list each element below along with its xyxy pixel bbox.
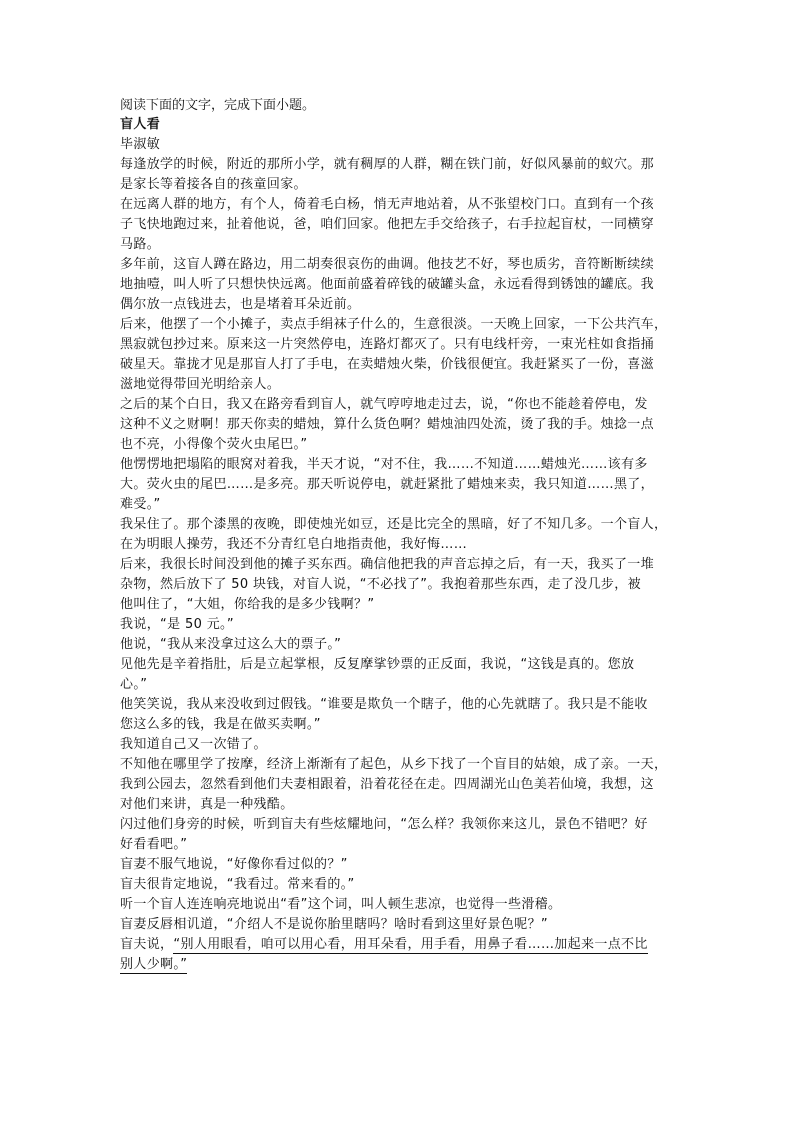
underlined-quote: “别人用眼看，咱可以用心看，用耳朵看，用手看，用鼻子看……加起来一点不比 bbox=[173, 937, 648, 952]
article-line: 他说，“我从来没拿过这么大的票子。” bbox=[120, 637, 342, 652]
last-line-prefix: 盲夫说， bbox=[120, 937, 174, 952]
article-line: 不知他在哪里学了按摩，经济上渐渐有了起色，从乡下找了一个盲目的姑娘，成了亲。一天， bbox=[120, 757, 668, 772]
article-line: 闪过他们身旁的时候，听到盲夫有些炫耀地问，“怎么样？我领你来这儿，景色不错吧？好 bbox=[120, 817, 648, 832]
underlined-quote-end: 别人少啊。” bbox=[120, 957, 188, 972]
question-intro: 阅读下面的文字，完成下面小题。 bbox=[120, 97, 316, 112]
article-line: 见他先是辛着指肚，后是立起掌根，反复摩挲钞票的正反面，我说，“这钱是真的。您放 bbox=[120, 657, 635, 672]
article-line: 我到公园去，忽然看到他们夫妻相跟着，沿着花径在走。四周湖光山色美若仙境，我想，这 bbox=[120, 777, 655, 792]
article-line: 听一个盲人连连响亮地说出“看”这个词，叫人顿生悲凉，也觉得一些滑稽。 bbox=[120, 897, 562, 912]
article-line: 偶尔放一点钱进去，也是堵着耳朵近前。 bbox=[120, 297, 361, 312]
article-line: 后来，他摆了一个小摊子，卖点手绢袜子什么的，生意很淡。一天晚上回家，一下公共汽车， bbox=[120, 317, 668, 332]
article-line: 破星天。靠拢才见是那盲人打了手电，在卖蜡烛火柴，价钱很便宜。我赶紧买了一份，喜滋 bbox=[120, 357, 655, 372]
article-line: 我说，“是 50 元。” bbox=[120, 617, 234, 632]
article-line: 他笑笑说，我从来没收到过假钱。“谁要是欺负一个瞎子，他的心先就瞎了。我只是不能收 bbox=[120, 697, 648, 712]
article-line: 每逢放学的时候，附近的那所小学，就有稠厚的人群，糊在铁门前，好似风暴前的蚁穴。那 bbox=[120, 157, 655, 172]
article-line: 他叫住了，“大姐，你给我的是多少钱啊？” bbox=[120, 597, 375, 612]
article-body bbox=[120, 155, 680, 935]
article-line: 杂物，然后放下了 50 块钱，对盲人说，“不必找了”。我抱着那些东西，走了没几步，被 bbox=[120, 577, 641, 592]
article-line: 后来，我很长时间没到他的摊子买东西。确信他把我的声音忘掉之后，有一天，我买了一堆 bbox=[120, 557, 655, 572]
article-line: 在远离人群的地方，有个人，倚着毛白杨，悄无声地站着，从不张望校门口。直到有一个孩 bbox=[120, 197, 655, 212]
article-line: 盲妻反唇相讥道，“介绍人不是说你胎里瞎吗？啥时看到这里好景色呢？” bbox=[120, 917, 549, 932]
article-line: 也不亮，小得像个荧火虫尾巴。” bbox=[120, 437, 308, 452]
article-author: 毕淑敏 bbox=[120, 137, 161, 152]
article-line: 之后的某个白日，我又在路旁看到盲人，就气哼哼地走过去，说，“你也不能趁着停电，发 bbox=[120, 397, 648, 412]
document-page bbox=[120, 95, 680, 975]
article-line: 这种不义之财啊！那天你卖的蜡烛，算什么货色啊？蜡烛油四处流，烫了我的手。烛捻一点 bbox=[120, 417, 655, 432]
article-line: 子飞快地跑过来，扯着他说，爸，咱们回家。他把左手交给孩子，右手拉起盲杖，一同横穿 bbox=[120, 217, 655, 232]
article-line: 大。荧火虫的尾巴……是多亮。那天听说停电，就赶紧批了蜡烛来卖，我只知道……黑了， bbox=[120, 477, 655, 492]
article-line: 是家长等着接各自的孩童回家。 bbox=[120, 177, 307, 192]
article-line: 对他们来讲，真是一种残酷。 bbox=[120, 797, 294, 812]
article-line-last bbox=[120, 935, 680, 955]
article-line: 心。” bbox=[120, 677, 148, 692]
article-title: 盲人看 bbox=[120, 117, 161, 132]
article-line: 好看看吧。” bbox=[120, 837, 188, 852]
article-line: 滋地觉得带回光明给亲人。 bbox=[120, 377, 281, 392]
article-line: 我知道自己又一次错了。 bbox=[120, 737, 267, 752]
article-line: 地抽噎，叫人听了只想快快远离。他面前盛着碎钱的破罐头盒，永远看得到锈蚀的罐底。我 bbox=[120, 277, 655, 292]
article-line: 盲夫很肯定地说，“我看过。常来看的。” bbox=[120, 877, 355, 892]
article-line: 难受。” bbox=[120, 497, 161, 512]
article-line: 黑寂就包抄过来。原来这一片突然停电，连路灯都灭了。只有电线杆旁，一束光柱如食指捅 bbox=[120, 337, 655, 352]
article-line: 多年前，这盲人蹲在路边，用二胡奏很哀伤的曲调。他技艺不好，琴也质劣，音符断断续续 bbox=[120, 257, 655, 272]
article-line: 他愣愣地把塌陷的眼窝对着我，半天才说，“对不住，我……不知道……蜡烛光……该有多 bbox=[120, 457, 648, 472]
article-line: 在为明眼人操劳，我还不分青红皂白地指责他，我好悔…… bbox=[120, 537, 468, 552]
article-line: 您这么多的钱，我是在做买卖啊。” bbox=[120, 717, 321, 732]
article-line: 我呆住了。那个漆黑的夜晚，即使烛光如豆，还是比完全的黑暗，好了不知几多。一个盲人， bbox=[120, 517, 668, 532]
article-line: 盲妻不服气地说，“好像你看过似的？” bbox=[120, 857, 348, 872]
article-line-final bbox=[120, 955, 680, 975]
article-line: 马路。 bbox=[120, 237, 161, 252]
